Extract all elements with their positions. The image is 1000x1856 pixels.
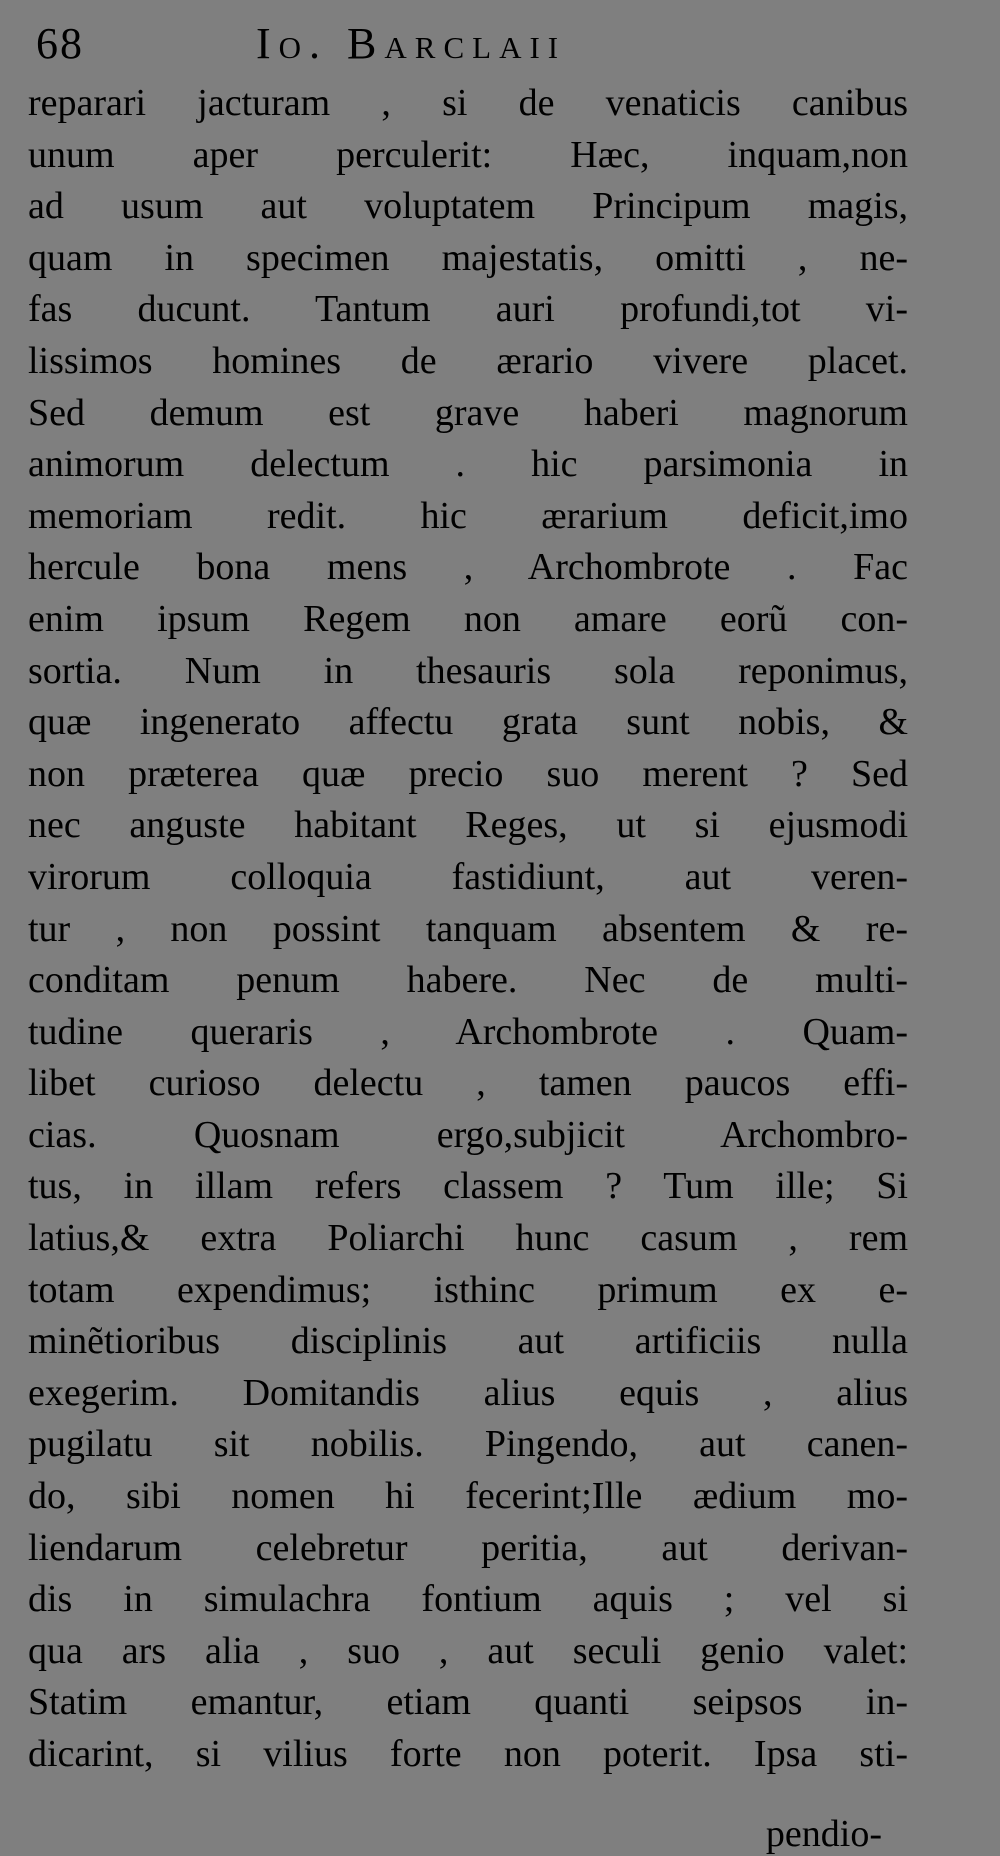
text-line: memoriam redit. hic ærarium deficit,imo — [28, 494, 908, 537]
text-line: quæ ingenerato affectu grata sunt nobis, & — [28, 701, 908, 744]
text-line: minẽtioribus disciplinis aut artificiis nulla — [28, 1320, 908, 1363]
text-line: nec anguste habitant Reges, ut si ejusmodi — [28, 804, 908, 847]
text-line: dicarint, si vilius forte non poterit. Ipsa sti- — [28, 1733, 908, 1775]
text-line: totam expendimus; isthinc primum ex e- — [28, 1268, 908, 1311]
body-text — [28, 78, 908, 1781]
page-header — [36, 14, 936, 74]
text-line: tur , non possint tanquam absentem & re- — [28, 907, 908, 950]
text-line: non præterea quæ precio suo merent ? Sed — [28, 752, 908, 795]
text-line: qua ars alia , suo , aut seculi genio valet: — [28, 1629, 908, 1672]
text-line: fas ducunt. Tantum auri profundi,tot vi- — [28, 288, 908, 331]
catchword: pendio- — [765, 1813, 882, 1855]
text-line: ad usum aut voluptatem Principum magis, — [28, 185, 908, 228]
text-line: lissimos homines de ærario vivere placet. — [28, 339, 908, 382]
text-line: libet curioso delectu , tamen paucos effi- — [28, 1062, 908, 1105]
text-line: virorum colloquia fastidiunt, aut veren- — [28, 855, 908, 898]
text-line: Sed demum est grave haberi magnorum — [28, 391, 908, 434]
text-line: sortia. Num in thesauris sola reponimus, — [28, 649, 908, 692]
running-head: Io. Barclaii — [256, 19, 567, 68]
text-line: latius,& extra Poliarchi hunc casum , rem — [28, 1217, 908, 1260]
text-line: tus, in illam refers classem ? Tum ille; Si — [28, 1165, 908, 1208]
text-line: unum aper perculerit: Hæc, inquam,non — [28, 133, 908, 176]
page-number: 68 — [36, 19, 84, 68]
text-line: tudine queraris , Archombrote . Quam- — [28, 1010, 908, 1053]
text-line: hercule bona mens , Archombrote . Fac — [28, 546, 908, 589]
text-line: pugilatu sit nobilis. Pingendo, aut canen- — [28, 1423, 908, 1466]
text-line: enim ipsum Regem non amare eorũ con- — [28, 597, 908, 640]
text-line: cias. Quosnam ergo,subjicit Archombro- — [28, 1113, 908, 1156]
text-line: liendarum celebretur peritia, aut derivan- — [28, 1526, 908, 1569]
text-line: conditam penum habere. Nec de multi- — [28, 959, 908, 1002]
text-line: quam in specimen majestatis, omitti , ne- — [28, 236, 908, 279]
text-line: do, sibi nomen hi fecerint;Ille ædium mo- — [28, 1475, 908, 1518]
text-line: reparari jacturam , si de venaticis canibus — [28, 82, 908, 124]
text-line: Statim emantur, etiam quanti seipsos in- — [28, 1681, 908, 1724]
text-line: animorum delectum . hic parsimonia in — [28, 443, 908, 486]
text-line: dis in simulachra fontium aquis ; vel si — [28, 1578, 908, 1621]
text-line: exegerim. Domitandis alius equis , alius — [28, 1371, 908, 1414]
